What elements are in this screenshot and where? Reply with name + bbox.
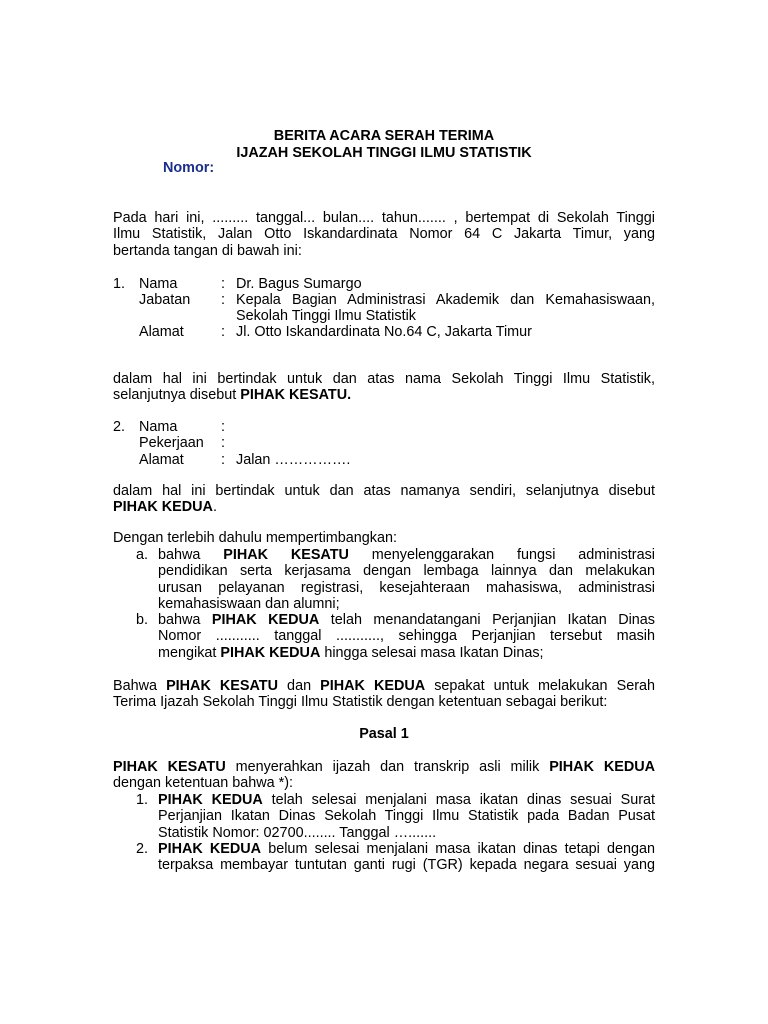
document-title-line1: BERITA ACARA SERAH TERIMA bbox=[273, 128, 495, 144]
consideration-b-suffix: hingga selesai masa Ikatan Dinas; bbox=[320, 644, 544, 661]
pasal1-intro bbox=[113, 759, 655, 792]
agreement-line bbox=[113, 678, 655, 694]
consideration-b-line bbox=[158, 612, 655, 628]
pihak-kedua-term: PIHAK KEDUA bbox=[158, 792, 263, 808]
pihak-kedua-term: PIHAK KEDUA bbox=[113, 499, 213, 516]
consideration-a-line bbox=[158, 547, 655, 563]
consideration-a-suffix: menyelenggarakan fungsi administrasi bbox=[371, 547, 655, 563]
party2-number: 2. bbox=[113, 419, 126, 435]
party1-jabatan-value-cont: Sekolah Tinggi Ilmu Statistik bbox=[236, 308, 416, 324]
party2-role-line: dalam hal ini bertindak untuk dan atas namanya sendiri, selanjutnya disebut bbox=[113, 483, 655, 499]
party2-pekerjaan-label: Pekerjaan bbox=[139, 435, 204, 451]
intro-line: bertanda tangan di bawah ini: bbox=[113, 242, 302, 259]
party2-alamat-value: Jalan ……………. bbox=[236, 452, 351, 468]
consideration-a-marker: a. bbox=[136, 547, 149, 563]
document-title-line2: IJAZAH SEKOLAH TINGGI ILMU STATISTIK bbox=[236, 145, 532, 161]
party1-name-value: Dr. Bagus Sumargo bbox=[236, 276, 362, 292]
pihak-kedua-term: PIHAK KEDUA bbox=[158, 841, 262, 857]
pasal1-item1-line: Statistik Nomor: 02700........ Tanggal …....... bbox=[158, 824, 437, 841]
consideration-b bbox=[158, 612, 655, 661]
party2-role-suffix: . bbox=[212, 499, 217, 516]
party1-role-line bbox=[113, 387, 655, 403]
pasal1-item2-line bbox=[158, 841, 655, 857]
party2-name-label: Nama bbox=[139, 419, 178, 435]
pasal1-item2-marker: 2. bbox=[136, 841, 149, 857]
pihak-kesatu-term: PIHAK KESATU. bbox=[240, 387, 352, 404]
agreement-paragraph bbox=[113, 678, 655, 711]
pihak-kedua-term: PIHAK KEDUA bbox=[320, 678, 426, 694]
considerations-heading: Dengan terlebih dahulu mempertimbangkan: bbox=[113, 530, 397, 546]
party2-alamat-sep: : bbox=[221, 452, 225, 468]
party1-role-line: dalam hal ini bertindak untuk dan atas nama Sekolah Tinggi Ilmu Statistik, bbox=[113, 371, 655, 387]
agreement-mid: dan bbox=[278, 678, 321, 694]
pasal1-item1-line: Perjanjian Ikatan Dinas Sekolah Tinggi Ilmu Statistik pada Badan Pusat bbox=[158, 808, 655, 825]
party2-role-paragraph bbox=[113, 483, 655, 516]
pasal1-item2 bbox=[158, 841, 655, 874]
consideration-b-prefix: bahwa bbox=[158, 612, 212, 628]
party1-alamat-label: Alamat bbox=[139, 324, 184, 340]
party1-jabatan-label: Jabatan bbox=[139, 292, 191, 308]
consideration-b-marker: b. bbox=[136, 612, 149, 628]
pasal1-intro-line: dengan ketentuan bahwa *): bbox=[113, 775, 294, 792]
party1-alamat-value: Jl. Otto Iskandardinata No.64 C, Jakarta Timur bbox=[236, 324, 532, 340]
party2-alamat-label: Alamat bbox=[139, 452, 184, 468]
consideration-b-suffix: telah menandatangani Perjanjian Ikatan Dinas bbox=[319, 612, 655, 628]
pasal1-item2-suffix: belum selesai menjalani masa ikatan dinas tetapi dengan bbox=[261, 841, 655, 857]
pasal1-item1-suffix: telah selesai menjalani masa ikatan dinas sesuai Surat bbox=[262, 792, 655, 808]
nomor-label: Nomor: bbox=[163, 160, 215, 176]
agreement-prefix: Bahwa bbox=[113, 678, 167, 694]
consideration-a-prefix: bahwa bbox=[158, 547, 201, 563]
party1-role-prefix: selanjutnya disebut bbox=[113, 387, 241, 404]
intro-line: Pada hari ini, ......... tanggal... bulan.... tahun....... , bertempat di Sekolah Tinggi bbox=[113, 210, 655, 226]
party1-name-sep: : bbox=[221, 276, 225, 292]
consideration-b-line: Nomor ........... tanggal ..........., sehingga Perjanjian tersebut masih bbox=[158, 628, 655, 645]
pihak-kesatu-term: PIHAK KESATU bbox=[223, 547, 349, 563]
party1-role-paragraph bbox=[113, 371, 655, 404]
pasal1-heading: Pasal 1 bbox=[359, 726, 409, 742]
pasal1-item1 bbox=[158, 792, 655, 841]
pihak-kedua-term: PIHAK KEDUA bbox=[549, 759, 655, 775]
pihak-kesatu-term: PIHAK KESATU bbox=[166, 678, 278, 694]
intro-line: Ilmu Statistik, Jalan Otto Iskandardinata Nomor 64 C Jakarta Timur, yang bbox=[113, 226, 655, 243]
party1-alamat-sep: : bbox=[221, 324, 225, 340]
party2-pekerjaan-sep: : bbox=[221, 435, 225, 451]
pihak-kedua-term: PIHAK KEDUA bbox=[211, 612, 320, 628]
consideration-b-line bbox=[158, 645, 655, 661]
pasal1-item1-marker: 1. bbox=[136, 792, 149, 808]
party2-name-sep: : bbox=[221, 419, 225, 435]
pihak-kedua-term: PIHAK KEDUA bbox=[220, 644, 321, 661]
party1-jabatan-value: Kepala Bagian Administrasi Akademik dan Kemahasiswaan, bbox=[236, 292, 655, 308]
party1-name-label: Nama bbox=[139, 276, 178, 292]
party1-number: 1. bbox=[113, 276, 126, 292]
pasal1-item1-line bbox=[158, 792, 655, 808]
intro-paragraph bbox=[113, 210, 655, 259]
party2-role-line bbox=[113, 499, 655, 515]
pasal1-item2-line: terpaksa membayar tuntutan ganti rugi (TGR) kepada negara sesuai yang bbox=[158, 857, 655, 874]
pihak-kesatu-term: PIHAK KESATU bbox=[113, 759, 226, 775]
pasal1-intro-mid: menyerahkan ijazah dan transkrip asli milik bbox=[225, 759, 550, 775]
consideration-a-line: urusan pelayanan registrasi, kesejahteraan mahasiswa, administrasi bbox=[158, 579, 655, 596]
pasal1-intro-line bbox=[113, 759, 655, 775]
consideration-a-line: kemahasiswaan dan alumni; bbox=[158, 595, 340, 612]
agreement-suffix: sepakat untuk melakukan Serah bbox=[425, 678, 655, 694]
consideration-b-prefix: mengikat bbox=[158, 644, 221, 661]
consideration-a-line: pendidikan serta kerjasama dengan lembaga lainnya dan melakukan bbox=[158, 563, 655, 580]
party1-jabatan-sep: : bbox=[221, 292, 225, 308]
consideration-a bbox=[158, 547, 655, 612]
agreement-line: Terima Ijazah Sekolah Tinggi Ilmu Statistik dengan ketentuan sebagai berikut: bbox=[113, 694, 608, 711]
